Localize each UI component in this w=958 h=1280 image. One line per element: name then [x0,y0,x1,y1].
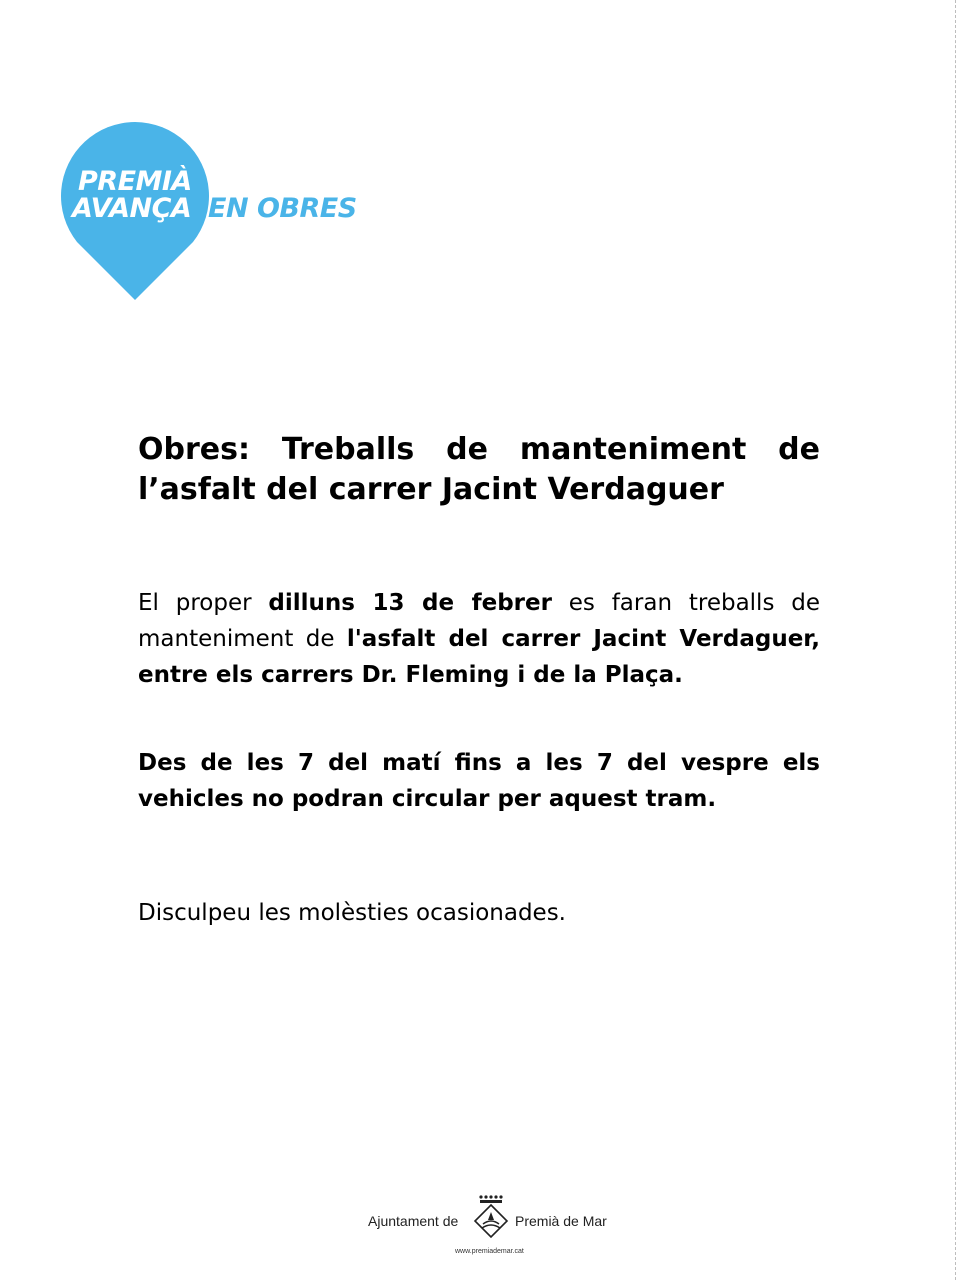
paragraph-1-date: dilluns 13 de febrer [268,590,552,616]
footer-ajuntament: Ajuntament de [368,1213,459,1229]
notice-title: Obres: Treballs de manteniment de l’asfalt del carrer Jacint Verdaguer [138,432,820,507]
paragraph-1-text-1: El proper [138,590,269,616]
notice-paragraph-3: Disculpeu les molèsties ocasionades. [138,900,566,926]
premia-avanca-logo [60,122,380,302]
paragraph-1-text-2: es faran treballs de manteniment de [138,590,821,652]
logo-word-avanca: AVANÇA [72,193,192,224]
paragraph-1-location: l'asfalt del carrer Jacint Verdaguer, entre els carrers Dr. Fleming i de la Plaça. [138,626,821,688]
notice-paragraph-2: Des de les 7 del matí fins a les 7 del vespre els vehicles no podran circular per aquest tram. [138,750,820,812]
logo-word-premia: PREMIÀ [78,166,192,197]
coat-of-arms-icon [472,1194,510,1244]
footer-url: www.premiademar.cat [455,1248,524,1255]
logo-tagline: EN OBRES [208,193,357,224]
footer-premia-de-mar: Premià de Mar [515,1213,607,1229]
page-edge-rule [955,0,957,1280]
footer [340,1190,630,1270]
notice-paragraph-1 [138,585,820,693]
